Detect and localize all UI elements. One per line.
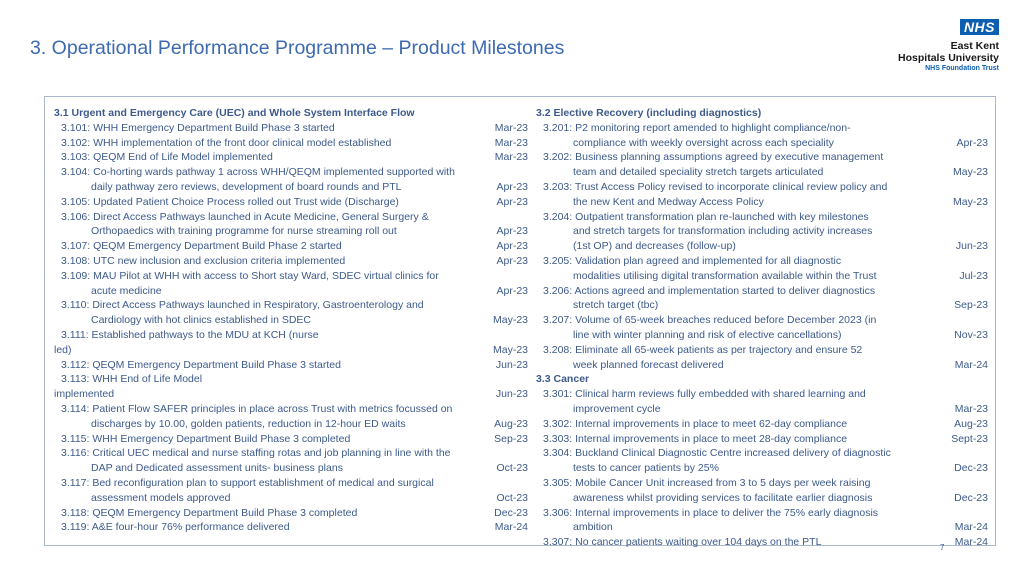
org-name-line2: Hospitals University bbox=[898, 52, 999, 64]
milestone-line: week planned forecast delivered bbox=[573, 358, 724, 371]
page-title: 3. Operational Performance Programme – Product Milestones bbox=[30, 37, 565, 59]
milestone-date: Oct-23 bbox=[496, 462, 528, 475]
milestone-date: Apr-23 bbox=[496, 195, 528, 208]
milestone-row bbox=[54, 269, 528, 299]
milestone-line: 3.302: Internal improvements in place to meet 62-day compliance bbox=[543, 417, 848, 430]
milestone-row bbox=[536, 254, 988, 284]
section-heading-uec: 3.1 Urgent and Emergency Care (UEC) and Whole System Interface Flow bbox=[54, 107, 415, 119]
milestone-text bbox=[543, 417, 936, 432]
milestone-row bbox=[536, 180, 988, 210]
milestone-date: Mar-23 bbox=[494, 151, 528, 164]
milestone-date: Mar-24 bbox=[494, 521, 528, 534]
milestone-date: Apr-23 bbox=[496, 240, 528, 253]
milestone-date: Apr-23 bbox=[496, 284, 528, 297]
milestone-row bbox=[54, 446, 528, 476]
milestone-date: Mar-24 bbox=[954, 521, 988, 534]
milestone-date: Sep-23 bbox=[954, 299, 988, 312]
milestone-row bbox=[536, 150, 988, 180]
milestone-text bbox=[61, 136, 476, 151]
milestone-text bbox=[61, 520, 476, 535]
nhs-trust-logo bbox=[890, 19, 1002, 73]
milestone-line: 3.116: Critical UEC medical and nurse staffing rotas and job planning in line with the bbox=[61, 447, 451, 460]
milestone-text bbox=[61, 210, 476, 240]
milestone-date: Aug-23 bbox=[954, 417, 988, 430]
milestone-line: the new Kent and Medway Access Policy bbox=[573, 195, 764, 208]
milestone-text bbox=[543, 210, 936, 254]
milestone-row bbox=[536, 313, 988, 343]
milestone-text bbox=[543, 150, 936, 180]
milestone-line: discharges by 10.00, golden patients, reduction in 12-hour ED waits bbox=[91, 417, 406, 430]
milestone-line: 3.301: Clinical harm reviews fully embedded with shared learning and bbox=[543, 388, 866, 401]
milestone-line: 3.205: Validation plan agreed and implemented for all diagnostic bbox=[543, 254, 842, 267]
milestone-text bbox=[543, 254, 936, 284]
milestone-line: DAP and Dedicated assessment units- business plans bbox=[91, 462, 343, 475]
milestone-line: tests to cancer patients by 25% bbox=[573, 462, 719, 475]
milestone-text bbox=[543, 121, 936, 151]
milestone-line: Orthopaedics with training programme for nurse streaming roll out bbox=[91, 225, 397, 238]
milestone-text bbox=[61, 269, 476, 299]
milestone-line: 3.118: QEQM Emergency Department Build Phase 3 completed bbox=[61, 506, 358, 519]
milestone-line: 3.307: No cancer patients waiting over 104 days on the PTL bbox=[543, 536, 822, 549]
milestone-date: Mar-23 bbox=[954, 402, 988, 415]
milestone-date: Jun-23 bbox=[495, 358, 528, 371]
milestone-line: team and detailed speciality stretch targets articulated bbox=[573, 166, 824, 179]
milestone-row bbox=[54, 520, 528, 535]
milestone-text bbox=[543, 506, 936, 536]
milestone-row bbox=[536, 387, 988, 417]
milestone-text bbox=[61, 239, 476, 254]
milestone-date: May-23 bbox=[952, 195, 988, 208]
milestone-date: May-23 bbox=[492, 343, 528, 356]
milestone-row bbox=[54, 328, 528, 358]
milestone-date: Mar-24 bbox=[954, 536, 988, 549]
milestone-line: stretch target (tbc) bbox=[573, 299, 659, 312]
milestone-line: 3.104: Co-horting wards pathway 1 across WHH/QEQM implemented supported with bbox=[61, 166, 455, 179]
milestone-text bbox=[543, 180, 936, 210]
milestone-text bbox=[61, 476, 476, 506]
milestone-text bbox=[543, 343, 936, 373]
milestone-text bbox=[61, 254, 476, 269]
milestone-row bbox=[54, 358, 528, 373]
milestone-date: Nov-23 bbox=[954, 328, 988, 341]
milestone-line: 3.203: Trust Access Policy revised to incorporate clinical review policy and bbox=[543, 180, 888, 193]
milestone-row bbox=[536, 432, 988, 447]
milestone-date: Mar-24 bbox=[954, 358, 988, 371]
org-name-line1: East Kent bbox=[950, 40, 999, 52]
milestone-line: assessment models approved bbox=[91, 491, 231, 504]
milestone-row bbox=[536, 121, 988, 151]
milestone-text bbox=[61, 165, 476, 195]
milestone-date: Aug-23 bbox=[494, 417, 528, 430]
milestone-text bbox=[61, 358, 476, 373]
milestone-line: improvement cycle bbox=[573, 402, 661, 415]
milestone-line: awareness whilst providing services to facilitate earlier diagnosis bbox=[573, 491, 873, 504]
milestone-date: Sep-23 bbox=[494, 432, 528, 445]
milestone-line: 3.101: WHH Emergency Department Build Phase 3 started bbox=[61, 121, 335, 134]
milestone-row bbox=[54, 372, 528, 402]
milestone-text bbox=[61, 402, 476, 432]
milestone-line: 3.105: Updated Patient Choice Process rolled out Trust wide (Discharge) bbox=[61, 195, 399, 208]
page-number: 7 bbox=[940, 543, 945, 552]
milestone-row bbox=[54, 165, 528, 195]
milestone-text bbox=[543, 387, 936, 417]
milestone-text bbox=[54, 372, 476, 402]
milestone-line: 3.102: WHH implementation of the front door clinical model established bbox=[61, 136, 392, 149]
milestone-date: Apr-23 bbox=[956, 136, 988, 149]
milestone-row bbox=[536, 210, 988, 254]
milestone-line: 3.305: Mobile Cancer Unit increased from 3 to 5 days per week raising bbox=[543, 476, 871, 489]
milestone-date: Jun-23 bbox=[955, 240, 988, 253]
milestone-date: Oct-23 bbox=[496, 491, 528, 504]
milestone-row bbox=[54, 136, 528, 151]
milestone-line: 3.110: Direct Access Pathways launched in Respiratory, Gastroenterology and bbox=[61, 299, 424, 312]
milestone-line: (1st OP) and decreases (follow-up) bbox=[573, 240, 736, 253]
milestone-line: 3.115: WHH Emergency Department Build Phase 3 completed bbox=[61, 432, 351, 445]
milestone-line: led) bbox=[54, 343, 72, 356]
milestone-text bbox=[61, 150, 476, 165]
milestone-line: 3.304: Buckland Clinical Diagnostic Centre increased delivery of diagnostic bbox=[543, 447, 891, 460]
milestone-row bbox=[536, 506, 988, 536]
milestone-row bbox=[54, 210, 528, 240]
milestone-date: May-23 bbox=[952, 166, 988, 179]
milestone-line: 3.117: Bed reconfiguration plan to support establishment of medical and surgical bbox=[61, 476, 434, 489]
uec-milestone-list bbox=[54, 121, 528, 535]
milestone-line: 3.111: Established pathways to the MDU at KCH (nurse bbox=[61, 328, 319, 341]
milestone-line: 3.201: P2 monitoring report amended to highlight compliance/non- bbox=[543, 121, 851, 134]
milestone-row bbox=[54, 254, 528, 269]
milestone-text bbox=[61, 432, 476, 447]
milestone-row bbox=[54, 432, 528, 447]
milestone-row bbox=[54, 476, 528, 506]
cancer-milestone-list bbox=[536, 387, 988, 550]
milestone-date: Dec-23 bbox=[954, 462, 988, 475]
uec-column bbox=[54, 106, 528, 535]
milestone-line: 3.109: MAU Pilot at WHH with access to Short stay Ward, SDEC virtual clinics for bbox=[61, 269, 439, 282]
milestone-row bbox=[536, 284, 988, 314]
org-name-line3: NHS Foundation Trust bbox=[925, 65, 999, 72]
milestone-text bbox=[543, 476, 936, 506]
milestone-line: 3.103: QEQM End of Life Model implemented bbox=[61, 151, 273, 164]
milestone-line: compliance with weekly oversight across each speciality bbox=[573, 136, 834, 149]
milestone-text bbox=[61, 298, 476, 328]
milestone-line: 3.119: A&E four-hour 76% performance delivered bbox=[61, 521, 290, 534]
milestone-line: ambition bbox=[573, 521, 613, 534]
milestone-row bbox=[54, 239, 528, 254]
milestone-date: Jun-23 bbox=[495, 388, 528, 401]
nhs-badge: NHS bbox=[960, 19, 999, 35]
milestone-date: Apr-23 bbox=[496, 180, 528, 193]
milestone-text bbox=[543, 446, 936, 476]
milestone-row bbox=[54, 506, 528, 521]
milestone-date: Jul-23 bbox=[959, 269, 988, 282]
milestone-date: May-23 bbox=[492, 314, 528, 327]
milestone-row bbox=[54, 195, 528, 210]
milestone-line: line with winter planning and risk of elective cancellations) bbox=[573, 328, 842, 341]
milestone-line: 3.114: Patient Flow SAFER principles in place across Trust with metrics focussed on bbox=[61, 402, 453, 415]
milestone-line: acute medicine bbox=[91, 284, 162, 297]
milestone-line: daily pathway zero reviews, development of board rounds and PTL bbox=[91, 180, 402, 193]
milestone-line: 3.106: Direct Access Pathways launched in Acute Medicine, General Surgery & bbox=[61, 210, 429, 223]
milestone-line: 3.207: Volume of 65-week breaches reduced before December 2023 (in bbox=[543, 314, 877, 327]
milestone-row bbox=[536, 446, 988, 476]
milestone-line: 3.208: Eliminate all 65-week patients as per trajectory and ensure 52 bbox=[543, 343, 863, 356]
milestone-line: 3.303: Internal improvements in place to meet 28-day compliance bbox=[543, 432, 848, 445]
milestone-date: Sept-23 bbox=[951, 432, 988, 445]
milestone-line: implemented bbox=[54, 388, 115, 401]
milestone-row bbox=[54, 121, 528, 136]
milestone-date: Mar-23 bbox=[494, 136, 528, 149]
milestone-row bbox=[54, 150, 528, 165]
milestone-line: and stretch targets for transformation including activity increases bbox=[573, 225, 873, 238]
milestone-row bbox=[536, 476, 988, 506]
milestone-row bbox=[54, 402, 528, 432]
milestone-line: 3.108: UTC new inclusion and exclusion criteria implemented bbox=[61, 254, 346, 267]
section-heading-elective: 3.2 Elective Recovery (including diagnostics) bbox=[536, 107, 762, 119]
milestone-row bbox=[536, 535, 988, 550]
milestone-date: Apr-23 bbox=[496, 225, 528, 238]
milestone-line: 3.206: Actions agreed and implementation started to deliver diagnostics bbox=[543, 284, 876, 297]
milestone-row bbox=[536, 343, 988, 373]
milestone-line: 3.113: WHH End of Life Model bbox=[61, 373, 203, 386]
milestone-text bbox=[54, 328, 476, 358]
milestone-line: Cardiology with hot clinics established in SDEC bbox=[91, 314, 312, 327]
milestone-text bbox=[543, 284, 936, 314]
milestone-date: Dec-23 bbox=[954, 491, 988, 504]
milestone-line: modalities utilising digital transformation available within the Trust bbox=[573, 269, 877, 282]
milestone-date: Mar-23 bbox=[494, 121, 528, 134]
milestone-text bbox=[543, 535, 936, 550]
elective-cancer-column bbox=[536, 106, 988, 550]
milestone-text bbox=[61, 121, 476, 136]
milestone-row bbox=[536, 417, 988, 432]
milestone-text bbox=[61, 506, 476, 521]
milestone-line: 3.306: Internal improvements in place to deliver the 75% early diagnosis bbox=[543, 506, 879, 519]
milestone-text bbox=[543, 313, 936, 343]
milestone-text bbox=[61, 195, 476, 210]
milestone-line: 3.204: Outpatient transformation plan re-launched with key milestones bbox=[543, 210, 869, 223]
milestone-date: Dec-23 bbox=[494, 506, 528, 519]
elective-milestone-list bbox=[536, 121, 988, 373]
section-heading-cancer: 3.3 Cancer bbox=[536, 373, 590, 386]
milestone-text bbox=[61, 446, 476, 476]
milestone-line: 3.202: Business planning assumptions agreed by executive management bbox=[543, 151, 884, 164]
milestone-line: 3.107: QEQM Emergency Department Build Phase 2 started bbox=[61, 240, 342, 253]
milestone-date: Apr-23 bbox=[496, 254, 528, 267]
milestone-row bbox=[54, 298, 528, 328]
milestone-line: 3.112: QEQM Emergency Department Build Phase 3 started bbox=[61, 358, 341, 371]
milestone-text bbox=[543, 432, 936, 447]
